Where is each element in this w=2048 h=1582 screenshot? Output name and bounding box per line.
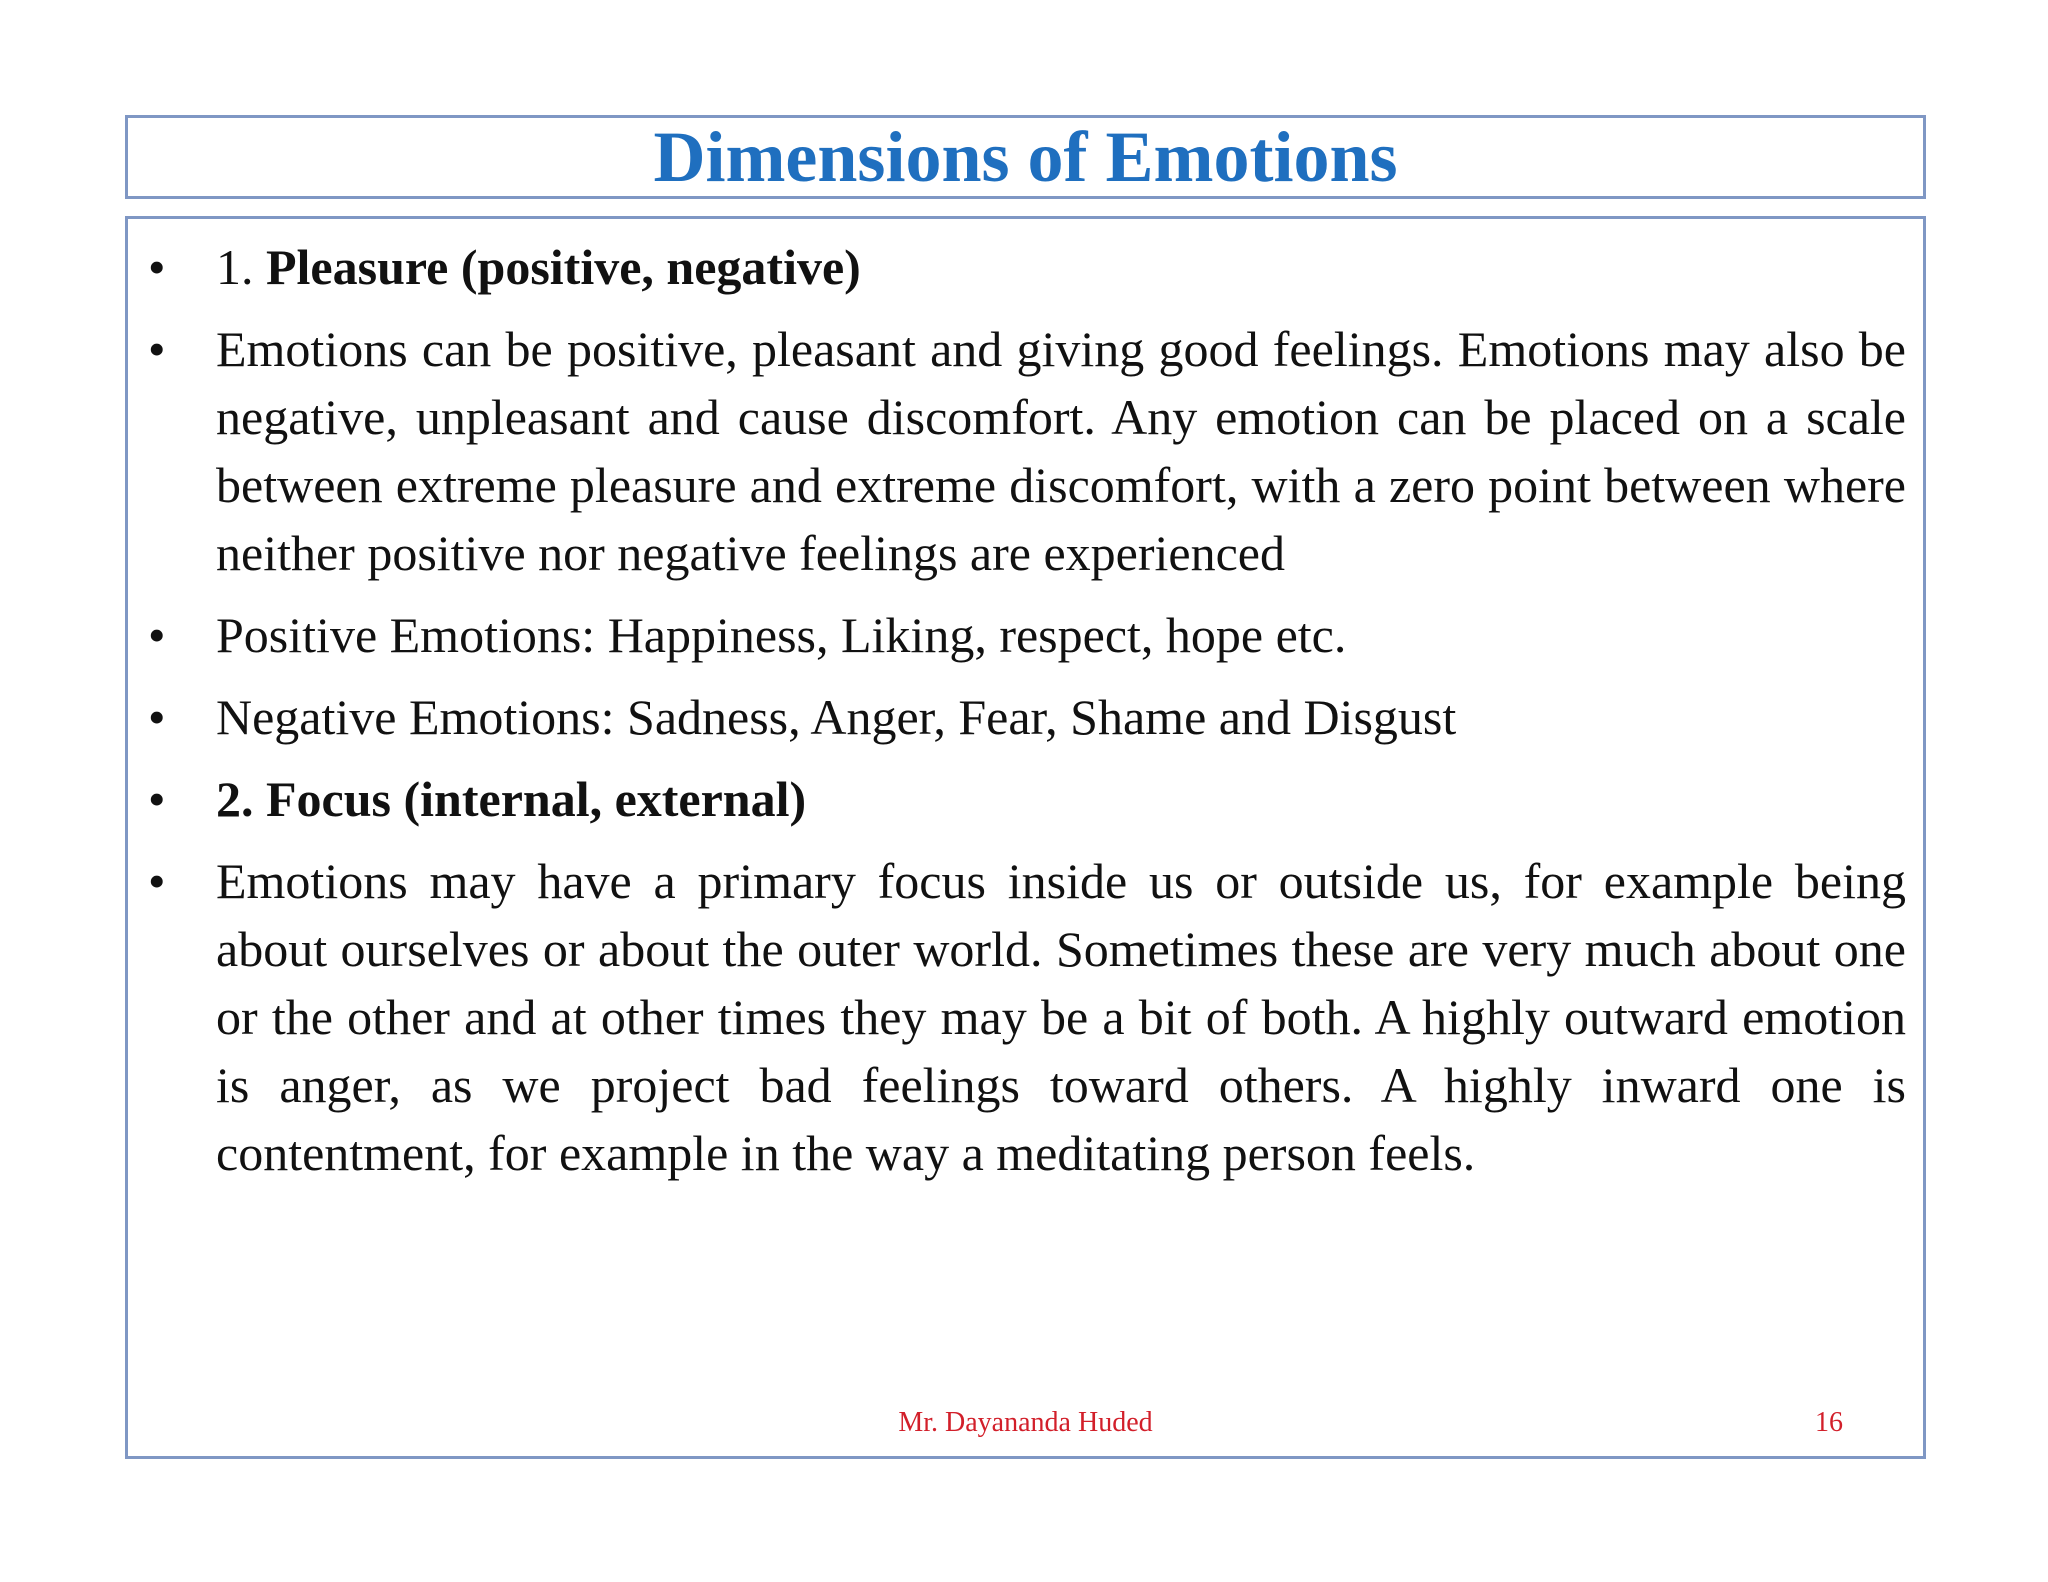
bullet-icon: • xyxy=(148,607,166,663)
bullet-icon: • xyxy=(148,321,166,377)
content-box xyxy=(125,216,1926,1459)
bullet-item-positive-emotions xyxy=(148,601,1906,669)
footer-author: Mr. Dayananda Huded xyxy=(898,1407,1153,1438)
bullet-icon: • xyxy=(148,239,166,295)
bullet-list xyxy=(148,233,1906,1201)
bullet-number: 1. xyxy=(216,239,266,295)
bullet-text: Emotions may have a primary focus inside us or outside us, for example being about ourselves or about the outer world. Sometimes these are very much about one or the other and at other times they may be a bit of both. A highly outward emotion is anger, as we project bad feelings toward others. A highly inward one is contentment, for example in the way a meditating person feels. xyxy=(216,853,1906,1181)
bullet-item-negative-emotions xyxy=(148,683,1906,751)
bullet-text: Emotions can be positive, pleasant and giving good feelings. Emotions may also be negative, unpleasant and cause discomfort. Any emotion can be placed on a scale between extreme pleasure and extreme discomfort, with a zero point between where neither positive nor negative feelings are experienced xyxy=(216,321,1906,581)
bullet-item-pleasure-heading xyxy=(148,233,1906,301)
bullet-text: Positive Emotions: Happiness, Liking, respect, hope etc. xyxy=(216,607,1347,663)
page-number: 16 xyxy=(1815,1407,1843,1438)
bullet-item-focus-description xyxy=(148,847,1906,1187)
bullet-icon: • xyxy=(148,689,166,745)
bullet-item-focus-heading xyxy=(148,765,1906,833)
bullet-item-pleasure-description xyxy=(148,315,1906,587)
title-box xyxy=(125,115,1926,199)
bullet-heading-text: Pleasure (positive, negative) xyxy=(266,239,861,295)
bullet-icon: • xyxy=(148,771,166,827)
bullet-text: Negative Emotions: Sadness, Anger, Fear, Shame and Disgust xyxy=(216,689,1457,745)
bullet-heading-text: 2. Focus (internal, external) xyxy=(216,771,807,827)
bullet-icon: • xyxy=(148,853,166,909)
slide-title: Dimensions of Emotions xyxy=(653,117,1398,197)
